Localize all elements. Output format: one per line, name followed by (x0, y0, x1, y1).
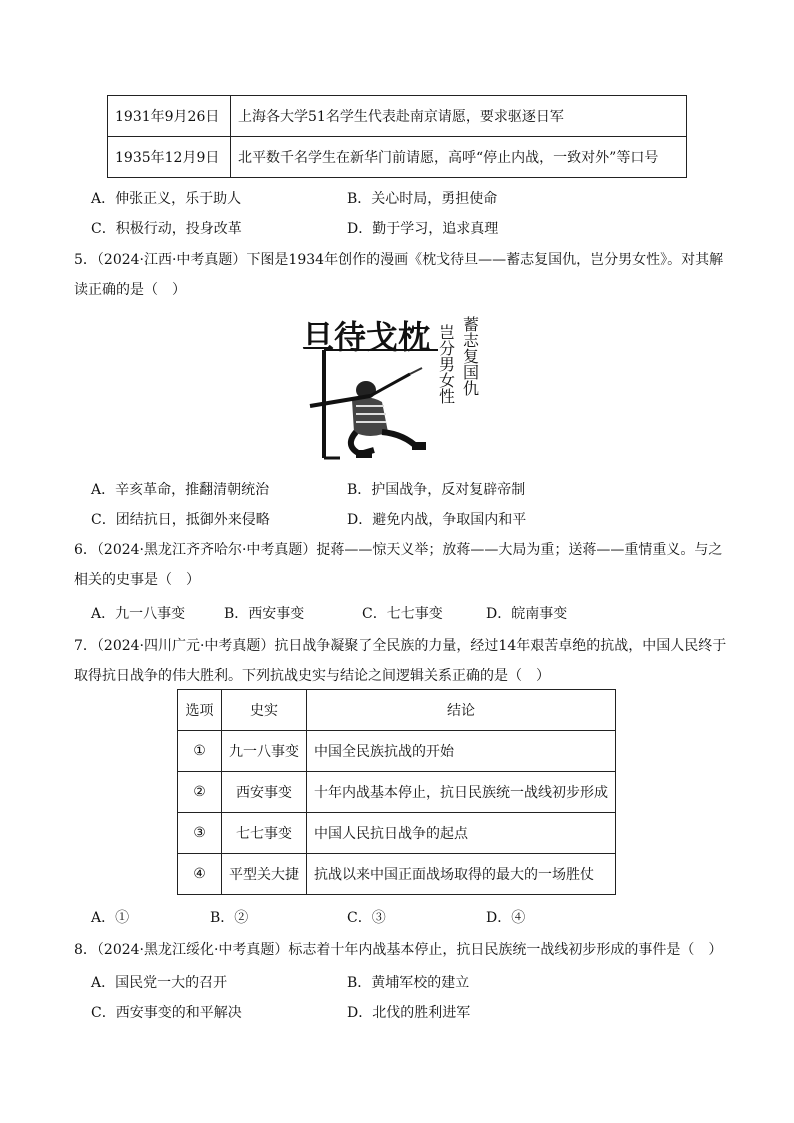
q4-option-c: C．积极行动，投身改革 (91, 221, 242, 237)
q7-stem-line1: 7．（2024·四川广元·中考真题）抗日战争凝聚了全民族的力量，经过14年艰苦卓绝的抗战，中国人民终于 (74, 638, 727, 654)
table-row (108, 96, 687, 137)
date-cell: 1935年12月9日 (108, 137, 231, 178)
comic-image (300, 310, 490, 462)
q4-option-b: B．关心时局，勇担使命 (347, 191, 498, 207)
table-header-row (178, 690, 616, 731)
soldier-figure (310, 368, 426, 458)
q6-stem-line1: 6．（2024·黑龙江齐齐哈尔·中考真题）捉蒋——惊天义举；放蒋——大局为重；送蒋——重情重义。与之 (74, 542, 723, 558)
q6-option-a: A．九一八事变 (91, 606, 186, 622)
header-option: 选项 (178, 690, 222, 731)
event-cell: 北平数千名学生在新华门前请愿，高呼“停止内战，一致对外”等口号 (231, 137, 687, 178)
table-row (178, 772, 616, 813)
table-row (178, 731, 616, 772)
q5-option-a: A．辛亥革命，推翻清朝统治 (91, 482, 270, 498)
q7-option-a: A．① (91, 910, 130, 926)
q6-option-b: B．西安事变 (224, 606, 305, 622)
q8-option-b: B．黄埔军校的建立 (347, 975, 470, 991)
q5-option-b: B．护国战争，反对复辟帝制 (347, 482, 526, 498)
table-row (178, 813, 616, 854)
q4-option-a: A．伸张正义，乐于助人 (91, 191, 242, 207)
fact-cell: 九一八事变 (222, 731, 307, 772)
q5-option-c: C．团结抗日，抵御外来侵略 (91, 512, 270, 528)
history-conclusion-table (177, 689, 616, 895)
student-petition-table (107, 95, 687, 178)
q6-option-d: D．皖南事变 (486, 606, 568, 622)
fact-cell: 七七事变 (222, 813, 307, 854)
q7-stem-line2: 取得抗日战争的伟大胜利。下列抗战史实与结论之间逻辑关系正确的是（ ） (74, 668, 550, 684)
header-conclusion: 结论 (307, 690, 616, 731)
q8-option-a: A．国民党一大的召开 (91, 975, 228, 991)
comic-side-text-1: 岂分男女性 (436, 324, 456, 404)
conclusion-cell: 十年内战基本停止，抗日民族统一战线初步形成 (307, 772, 616, 813)
q5-option-d: D．避免内战，争取国内和平 (347, 512, 527, 528)
option-cell: ③ (178, 813, 222, 854)
date-cell: 1931年9月26日 (108, 96, 231, 137)
option-cell: ① (178, 731, 222, 772)
q5-stem-line2: 读正确的是（ ） (74, 282, 186, 298)
conclusion-cell: 中国全民族抗战的开始 (307, 731, 616, 772)
q6-stem-line2: 相关的史事是（ ） (74, 572, 200, 588)
q7-option-d: D．④ (486, 910, 526, 926)
q4-option-d: D．勤于学习，追求真理 (347, 221, 499, 237)
q5-stem-line1: 5．（2024·江西·中考真题）下图是1934年创作的漫画《枕戈待旦——蓄志复国仇，岂分男女性》。对其解 (74, 252, 724, 268)
soldier-comic-illustration (300, 310, 490, 462)
event-cell: 上海各大学51名学生代表赴南京请愿，要求驱逐日军 (231, 96, 687, 137)
conclusion-cell: 中国人民抗日战争的起点 (307, 813, 616, 854)
fact-cell: 西安事变 (222, 772, 307, 813)
q6-option-c: C．七七事变 (362, 606, 443, 622)
q7-option-c: C．③ (347, 910, 386, 926)
q8-stem: 8．（2024·黑龙江绥化·中考真题）标志着十年内战基本停止，抗日民族统一战线初步形成的事件是（ ） (74, 942, 723, 958)
table-row (178, 854, 616, 895)
table-row (108, 137, 687, 178)
comic-side-text-2: 蓄志复国仇 (460, 316, 480, 396)
q7-option-b: B．② (210, 910, 249, 926)
header-fact: 史实 (222, 690, 307, 731)
conclusion-cell: 抗战以来中国正面战场取得的最大的一场胜仗 (307, 854, 616, 895)
fact-cell: 平型关大捷 (222, 854, 307, 895)
q8-option-c: C．西安事变的和平解决 (91, 1005, 242, 1021)
option-cell: ② (178, 772, 222, 813)
comic-title: 旦待戈枕 (302, 318, 431, 356)
option-cell: ④ (178, 854, 222, 895)
q8-option-d: D．北伐的胜利进军 (347, 1005, 471, 1021)
